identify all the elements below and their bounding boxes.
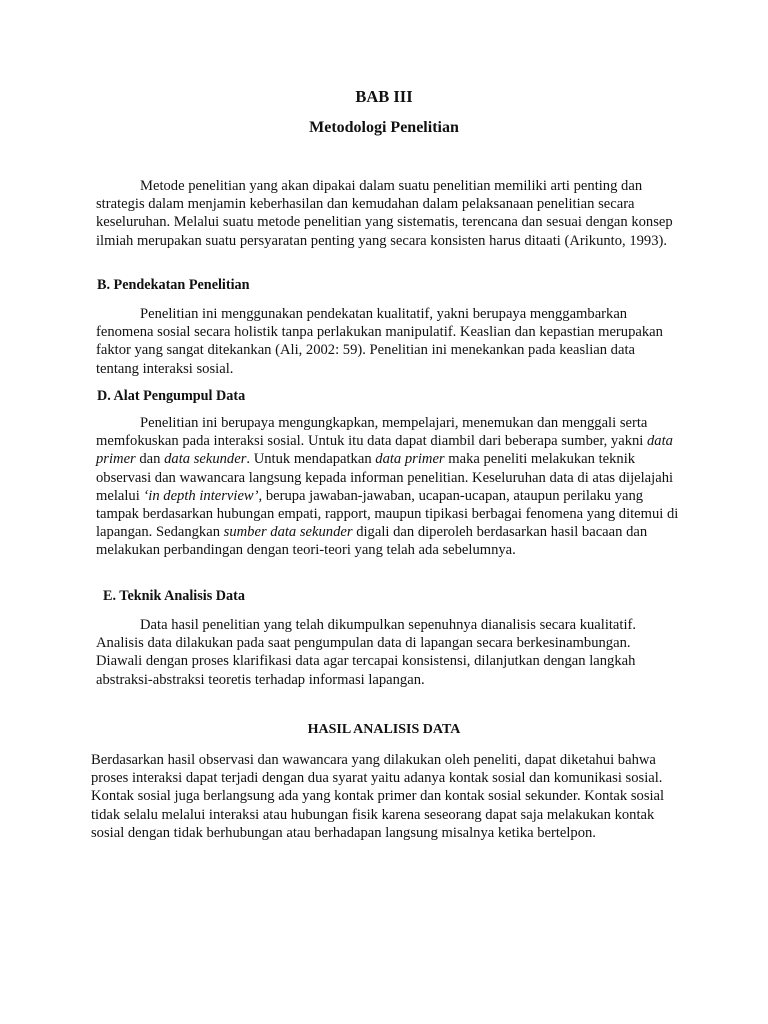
text-run: dan xyxy=(135,451,165,468)
text-run: digali dan diperoleh berdasarkan hasil bacaan dan melakukan perbandingan dengan teori-teori yang telah ada sebelumnya. xyxy=(96,524,648,559)
emphasis-in-depth-interview: ‘in depth interview’ xyxy=(143,487,259,504)
section-paragraph-pendekatan: Penelitian ini menggunakan pendekatan kualitatif, yakni berupaya menggambarkan fenomena sosial secara holistik tanpa perlakukan manipulatif. Keaslian dan kepastian merupakan faktor yang sangat ditekankan (Ali, 2002: 59). Penelitian ini menekankan pada keaslian data tentang interaksi sosial. xyxy=(96,306,663,377)
text-run: , berupa jawaban-jawaban, ucapan-ucapan, ataupun perilaku yang tampak berdasarkan hubungan empati, rapport, maupun tipikasi berbagai fenomena yang ditemui di lapangan. Sedangkan xyxy=(96,487,679,541)
chapter-title: Metodologi Penelitian xyxy=(309,119,459,136)
emphasis-data-primer: data primer xyxy=(96,433,673,468)
section-heading-alat: D. Alat Pengumpul Data xyxy=(97,388,246,404)
text-run: maka peneliti melakukan teknik observasi dan wawancara langsung kepada informan penelitian. Keseluruhan data di atas dijelajahi melalui xyxy=(96,451,674,504)
emphasis-data-primer-2: data primer xyxy=(375,451,445,468)
section-paragraph-alat xyxy=(96,414,680,560)
chapter-heading: BAB III xyxy=(355,87,413,106)
results-paragraph: Berdasarkan hasil observasi dan wawancara yang dilakukan oleh peneliti, dapat diketahui bahwa proses interaksi dapat terjadi dengan dua syarat yaitu adanya kontak sosial dan komunikasi sosial. Kontak sosial juga berlangsung ada yang kontak primer dan kontak sosial sekunder. Kontak sosial tidak selalu melalui interaksi atau hubungan fisik karena seseorang dapat saja melakukan kontak sosial dengan tidak berhubungan atau berhadapan langsung misalnya ketika bertelpon. xyxy=(91,752,665,841)
section-heading-teknik: E. Teknik Analisis Data xyxy=(103,588,245,604)
section-heading-pendekatan: B. Pendekatan Penelitian xyxy=(97,277,250,293)
intro-paragraph: Metode penelitian yang akan dipakai dalam suatu penelitian memiliki arti penting dan strategis dalam menjamin keberhasilan dan kemudahan dalam pelaksanaan penelitian secara keseluruhan. Melalui suatu metode penelitian yang sistematis, terencana dan sesuai dengan konsep ilmiah merupakan suatu persyaratan penting yang secara konsisten harus ditaati (Arikunto, 1993). xyxy=(96,178,673,249)
emphasis-sumber-data-sekunder: sumber data sekunder xyxy=(223,524,353,541)
emphasis-data-sekunder: data sekunder xyxy=(164,451,247,468)
text-run: . Untuk mendapatkan xyxy=(246,451,376,468)
results-heading: HASIL ANALISIS DATA xyxy=(307,722,461,737)
text-run: Penelitian ini berupaya mengungkapkan, mempelajari, menemukan dan menggali serta memfokuskan pada interaksi sosial. Untuk itu data dapat diambil dari beberapa sumber, yakni xyxy=(96,415,648,450)
section-paragraph-teknik: Data hasil penelitian yang telah dikumpulkan sepenuhnya dianalisis secara kualitatif. Analisis data dilakukan pada saat pengumpulan data di lapangan secara berkesinambungan. Diawali dengan proses klarifikasi data agar tercapai konsistensi, dilanjutkan dengan langkah abstraksi-abstraksi teoretis terhadap informasi lapangan. xyxy=(96,617,637,688)
